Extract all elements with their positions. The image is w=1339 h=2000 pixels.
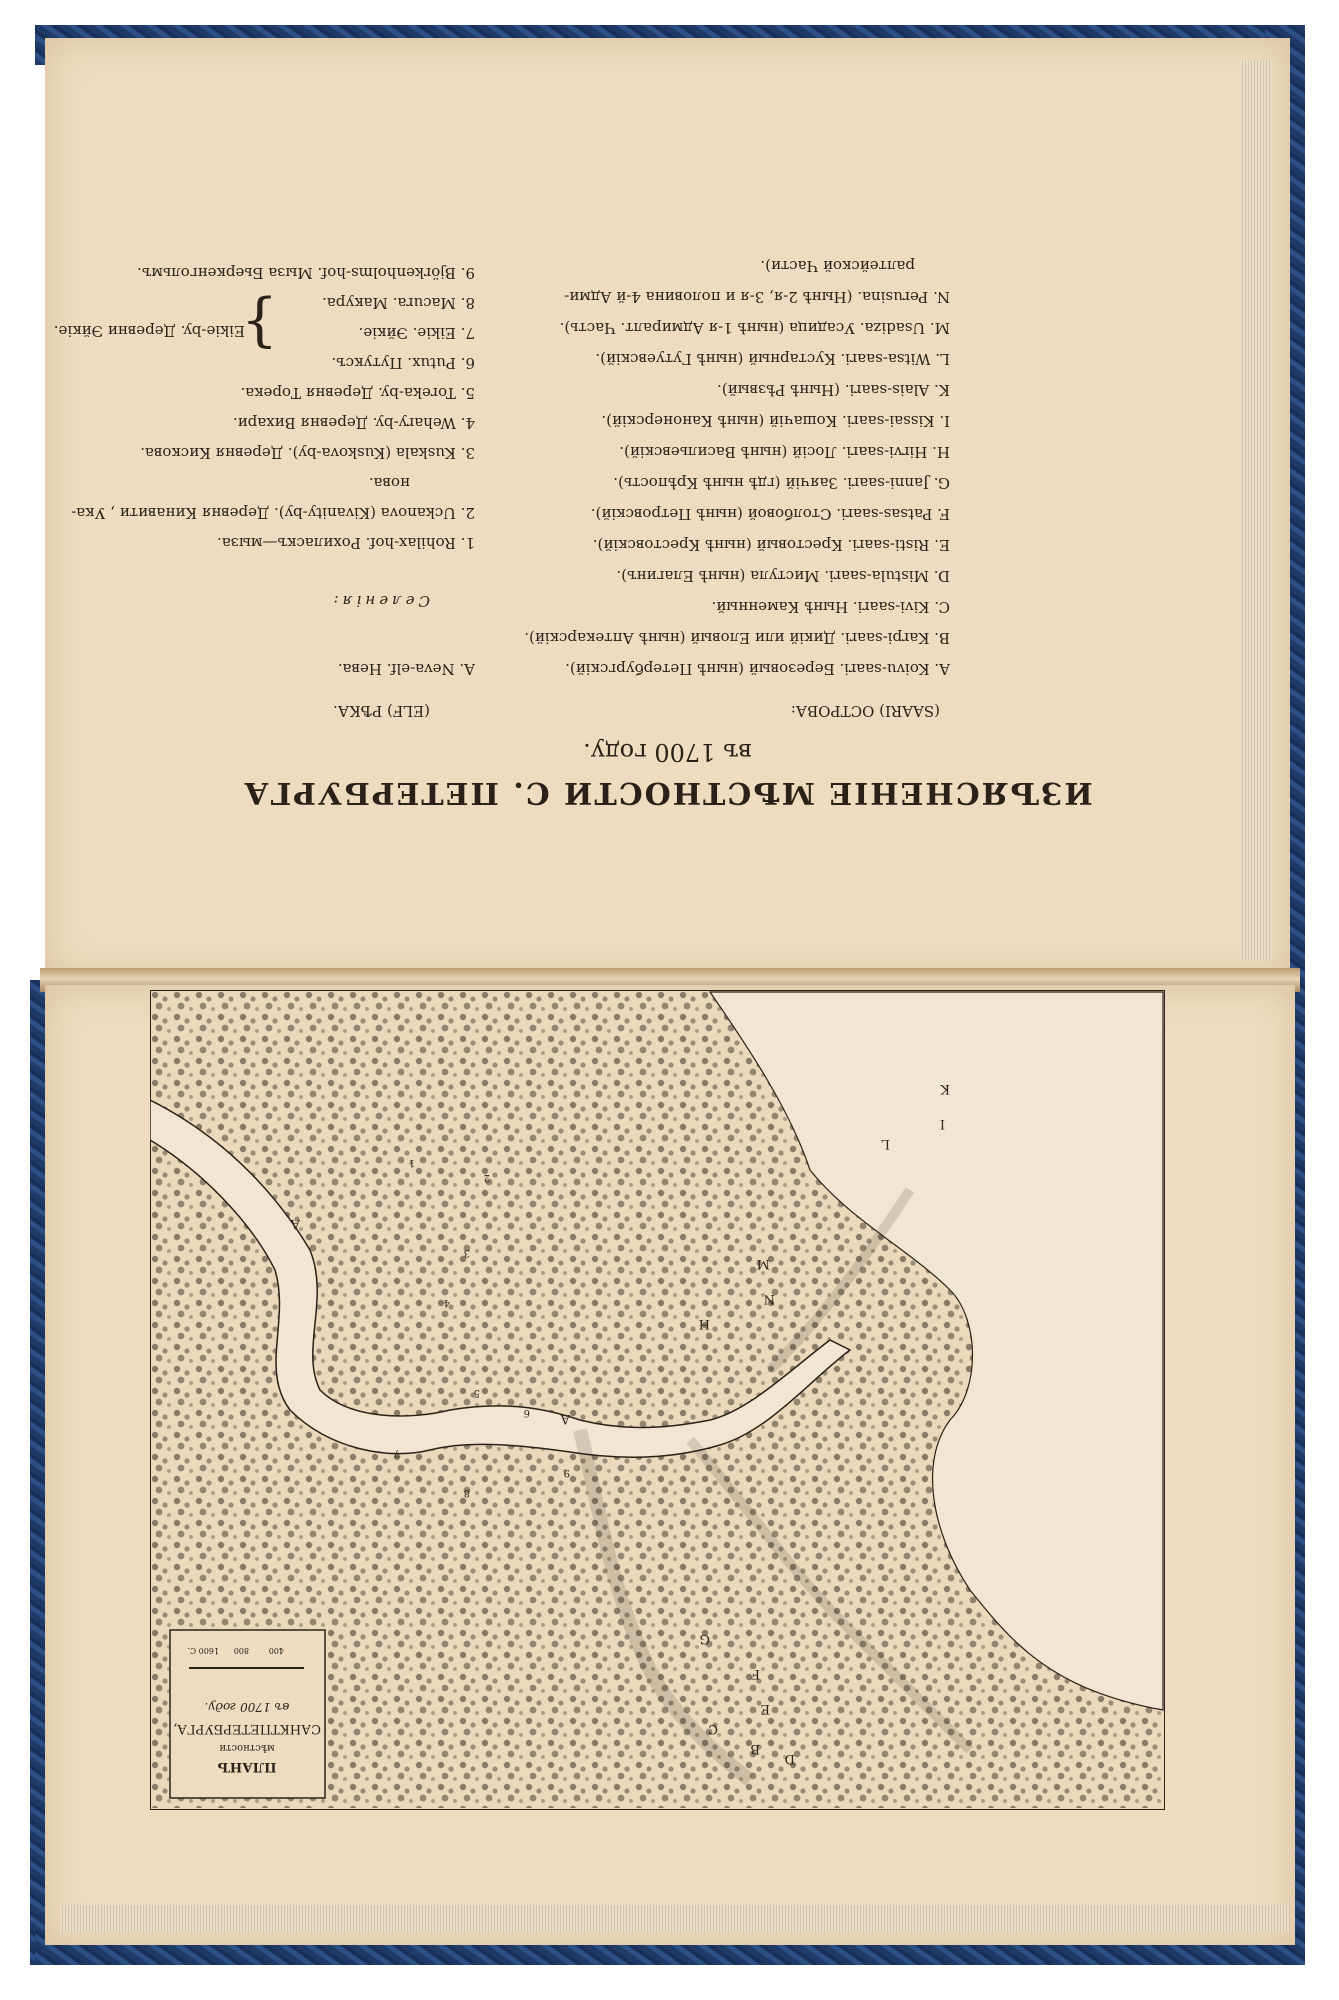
village-item: 5. Toreka-by. Деревня Торека. bbox=[240, 384, 475, 402]
village-item: нова. bbox=[368, 474, 410, 492]
island-item: ралтейской Части). bbox=[760, 257, 915, 275]
map-letter-label: E bbox=[760, 1701, 770, 1716]
island-item: D. Mistula-saari. Мистула (нынѣ Елагинъ). bbox=[616, 567, 950, 585]
map-number-label: 1 bbox=[408, 1157, 415, 1168]
villages-group-brace: } bbox=[241, 291, 278, 359]
map-letter-label: B bbox=[750, 1741, 760, 1756]
island-item: M. Usadiza. Усадица (нынѣ 1-я Адмиралт. Часть). bbox=[559, 319, 950, 337]
island-item: A. Koivu-saari. Березовый (нынѣ Петербургскій). bbox=[565, 660, 950, 678]
island-item: H. Hirvi-saari. Лосій (нынѣ Васильевскій). bbox=[619, 443, 950, 461]
map-number-label: 4 bbox=[443, 1297, 450, 1308]
map-number-label: 2 bbox=[483, 1172, 490, 1183]
river-item: A. Neva-elf. Нева. bbox=[337, 660, 475, 678]
river-header: (ELF) РѢКА. bbox=[332, 702, 430, 720]
village-item: 9. Björkenholms-hof. Мыза Бьеркенгольмъ. bbox=[137, 264, 475, 282]
map-number-label: 3 bbox=[463, 1247, 470, 1258]
map-number-label: 7 bbox=[393, 1447, 400, 1458]
map-letter-label: H bbox=[698, 1316, 710, 1331]
scale-label-left: 400 bbox=[268, 1646, 284, 1655]
scale-label-mid: 800 bbox=[233, 1646, 249, 1655]
map-letter-label: M bbox=[756, 1256, 770, 1271]
map-letter-label: A bbox=[560, 1411, 570, 1426]
island-item: L. Witsa-saari. Кустарный (нынѣ Гутуевскій). bbox=[595, 350, 950, 368]
village-item: 1. Rohilax-hof. Рохиласкъ—мыза. bbox=[217, 534, 475, 552]
legend-text bbox=[45, 38, 1290, 978]
map-letter-label: I bbox=[939, 1116, 945, 1131]
map-plan bbox=[150, 990, 1165, 1810]
island-item: C. Kivi-saari. Нынѣ Каменный. bbox=[711, 598, 950, 616]
scale-label-right: 1600 С. bbox=[187, 1646, 219, 1655]
village-item: 6. Putux. Путуксъ. bbox=[331, 354, 475, 372]
legend-subtitle: въ 1700 году. bbox=[583, 738, 752, 766]
island-item: B. Karpi-saari. Дикій или Еловый (нынѣ Аптекарскій). bbox=[524, 629, 950, 647]
island-item: K. Alais-saari. (Нынѣ Рѣзвый). bbox=[717, 381, 950, 399]
map-number-label: 5 bbox=[473, 1387, 480, 1398]
map-number-label: 9 bbox=[563, 1467, 570, 1478]
village-item: 4. Wehary-by. Деревня Вихари. bbox=[232, 414, 475, 432]
map-letter-label: A bbox=[290, 1216, 300, 1231]
map-letter-label: G bbox=[699, 1631, 710, 1646]
village-item: 8. Macura. Макура. bbox=[322, 294, 475, 312]
map-number-label: 6 bbox=[523, 1407, 530, 1418]
island-item: F. Patsas-saari. Столбовой (нынѣ Петровскій). bbox=[590, 505, 950, 523]
map-title-4: въ 1700 году. bbox=[204, 1700, 290, 1714]
map-letter-label: C bbox=[708, 1721, 718, 1736]
map-letter-label: N bbox=[763, 1291, 775, 1306]
island-item: E. Risti-saari. Крестовый (нынѣ Крестовскій). bbox=[592, 536, 950, 554]
legend-title: ИЗЪЯСНЕНІЕ МѢСТНОСТИ С. ПЕТЕРБУРГА bbox=[242, 775, 1093, 810]
village-item: 2. Uckanova (Kivanity-by). Деревня Кинавити , Укa- bbox=[71, 504, 475, 522]
village-item: 7. Eikie. Эйкie. bbox=[358, 324, 475, 342]
island-item: N. Perusina. (Нынѣ 2-я, 3-я и половина 4-й Адми- bbox=[564, 288, 950, 306]
map-letter-label: K bbox=[940, 1081, 950, 1096]
map-title-3: САНКТПЕТЕРБУРГА, bbox=[173, 1721, 321, 1736]
island-item: G. Janni-saari. Заячій (гдѣ нынѣ Крѣпость). bbox=[613, 474, 950, 492]
map-title-2: мѣстности bbox=[219, 1742, 275, 1753]
village-item: 3. Kuskala (Kuskova-by). Деревня Кисковa. bbox=[140, 444, 475, 462]
map-title-1: ПЛАНЪ bbox=[217, 1759, 277, 1774]
map-number-label: 8 bbox=[463, 1487, 470, 1498]
islands-header: (SAARI) ОСТРОВА: bbox=[790, 702, 940, 720]
map-letter-label: F bbox=[750, 1666, 760, 1681]
map-letter-label: D bbox=[784, 1751, 795, 1766]
map-letter-label: L bbox=[881, 1136, 890, 1151]
villages-header: Селенія: bbox=[329, 592, 430, 610]
island-item: I. Kissai-saari. Кошачій (нынѣ Канонерскій). bbox=[601, 412, 950, 430]
page-edges-bottom bbox=[60, 1905, 1290, 1933]
villages-group-note: Eikie-by. Деревни Эйкie. bbox=[53, 322, 245, 340]
